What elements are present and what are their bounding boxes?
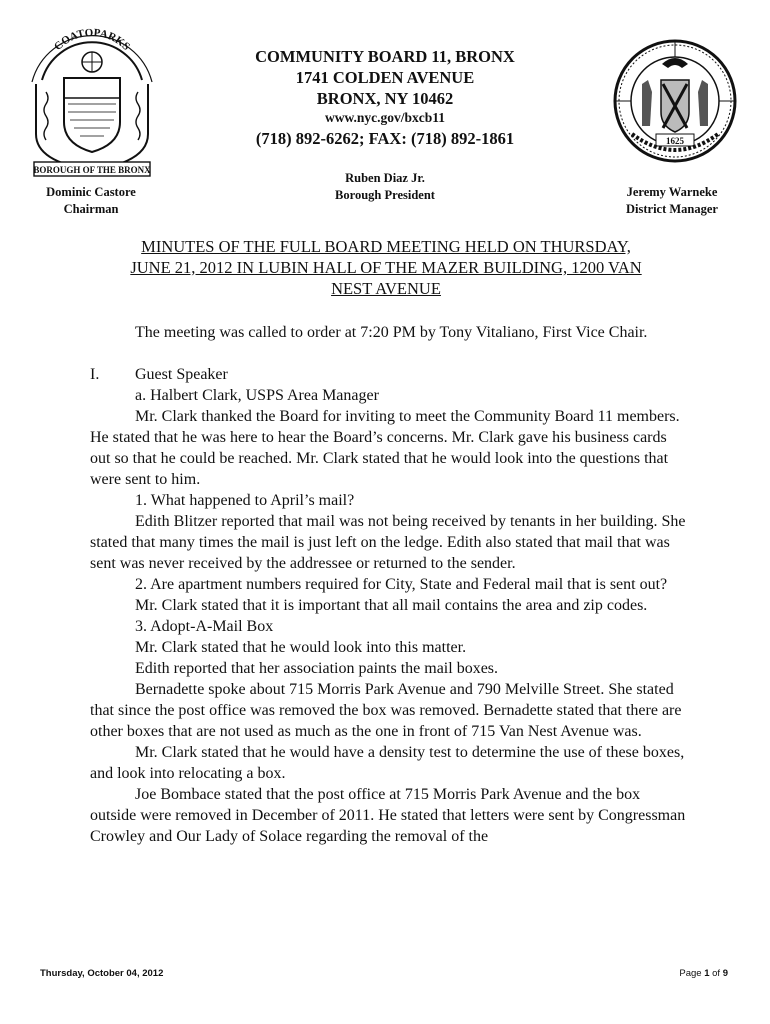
borough-president-block [180, 170, 590, 204]
page-word: Page [679, 968, 702, 979]
letterhead [180, 46, 590, 151]
paragraph: Edith Blitzer reported that mail was not being received by tenants in her building. She stated that many times the mail is just left on the ledge. Edith also stated that mail that was sent was never received by the addressee or returned to the sender. [90, 513, 686, 572]
page-number [679, 968, 728, 979]
district-manager-block [612, 184, 732, 218]
section-number: I. [90, 366, 100, 383]
paragraph: Bernadette spoke about 715 Morris Park Avenue and 790 Melville Street. She stated that since the post office was removed the box was removed. Bernadette stated that there are other boxes that are not used as much as the one in front of 715 Van Nest Avenue was. [90, 681, 682, 740]
title-line-3: NEST AVENUE [331, 279, 441, 298]
paragraph: Mr. Clark thanked the Board for inviting to meet the Community Board 11 members. He stated that he was here to hear the Board’s concerns. Mr. Clark gave his business cards out so that he could be reached. Mr. Clark stated that he would look into the questions that were sent to him. [90, 408, 680, 488]
board-city: BRONX, NY 10462 [316, 89, 454, 108]
paragraph: Mr. Clark stated that he would have a density test to determine the use of these boxes, and look into relocating a box. [90, 744, 685, 782]
board-street: 1741 COLDEN AVENUE [295, 68, 475, 87]
community-board-seal-left [28, 22, 156, 184]
chairman-title: Chairman [63, 202, 119, 216]
page-total: 9 [722, 968, 728, 979]
question-item: 3. Adopt-A-Mail Box [135, 618, 274, 635]
chairman-name: Dominic Castore [46, 185, 136, 199]
minutes-title [90, 236, 682, 299]
speaker-line: a. Halbert Clark, USPS Area Manager [135, 387, 379, 404]
page-current: 1 [704, 968, 710, 979]
opening-paragraph: The meeting was called to order at 7:20 PM by Tony Vitaliano, First Vice Chair. [135, 324, 648, 341]
chairman-block [36, 184, 146, 218]
question-item: 1. What happened to April’s mail? [135, 492, 355, 509]
paragraph: Joe Bombace stated that the post office at 715 Morris Park Avenue and the box outside were removed in December of 2011. He stated that letters were sent by Congressman Crowley and Our Lady of Solace regarding the removal of the [90, 786, 686, 845]
paragraph: Edith reported that her association paints the mail boxes. [135, 660, 499, 677]
seal-left-bottom-text: BOROUGH OF THE BRONX [33, 165, 151, 175]
minutes-body [90, 322, 690, 847]
seal-left-top-text: COATOPARKS [52, 26, 133, 53]
district-manager-title: District Manager [626, 202, 718, 216]
board-phone: (718) 892-6262; FAX: (718) 892-1861 [255, 129, 515, 148]
title-line-1: MINUTES OF THE FULL BOARD MEETING HELD ON THURSDAY, [141, 237, 631, 256]
district-manager-name: Jeremy Warneke [626, 185, 718, 199]
paragraph: Mr. Clark stated that it is important that all mail contains the area and zip codes. [135, 597, 648, 614]
question-item: 2. Are apartment numbers required for City, State and Federal mail that is sent out? [135, 576, 668, 593]
borough-president-title: Borough President [335, 188, 435, 202]
section-heading [90, 364, 690, 385]
paragraph: Mr. Clark stated that he would look into this matter. [135, 639, 467, 656]
board-name: COMMUNITY BOARD 11, BRONX [255, 47, 515, 66]
section-title: Guest Speaker [135, 366, 228, 383]
seal-right-year: 1625 [666, 136, 684, 146]
borough-president-name: Ruben Diaz Jr. [345, 171, 425, 185]
board-website: www.nyc.gov/bxcb11 [324, 110, 446, 125]
svg-text:COATOPARKS [52, 27, 132, 53]
footer-date: Thursday, October 04, 2012 [40, 968, 164, 979]
title-line-2: JUNE 21, 2012 IN LUBIN HALL OF THE MAZER BUILDING, 1200 VAN [130, 258, 642, 277]
of-word: of [712, 968, 721, 979]
city-seal-right [612, 34, 738, 168]
